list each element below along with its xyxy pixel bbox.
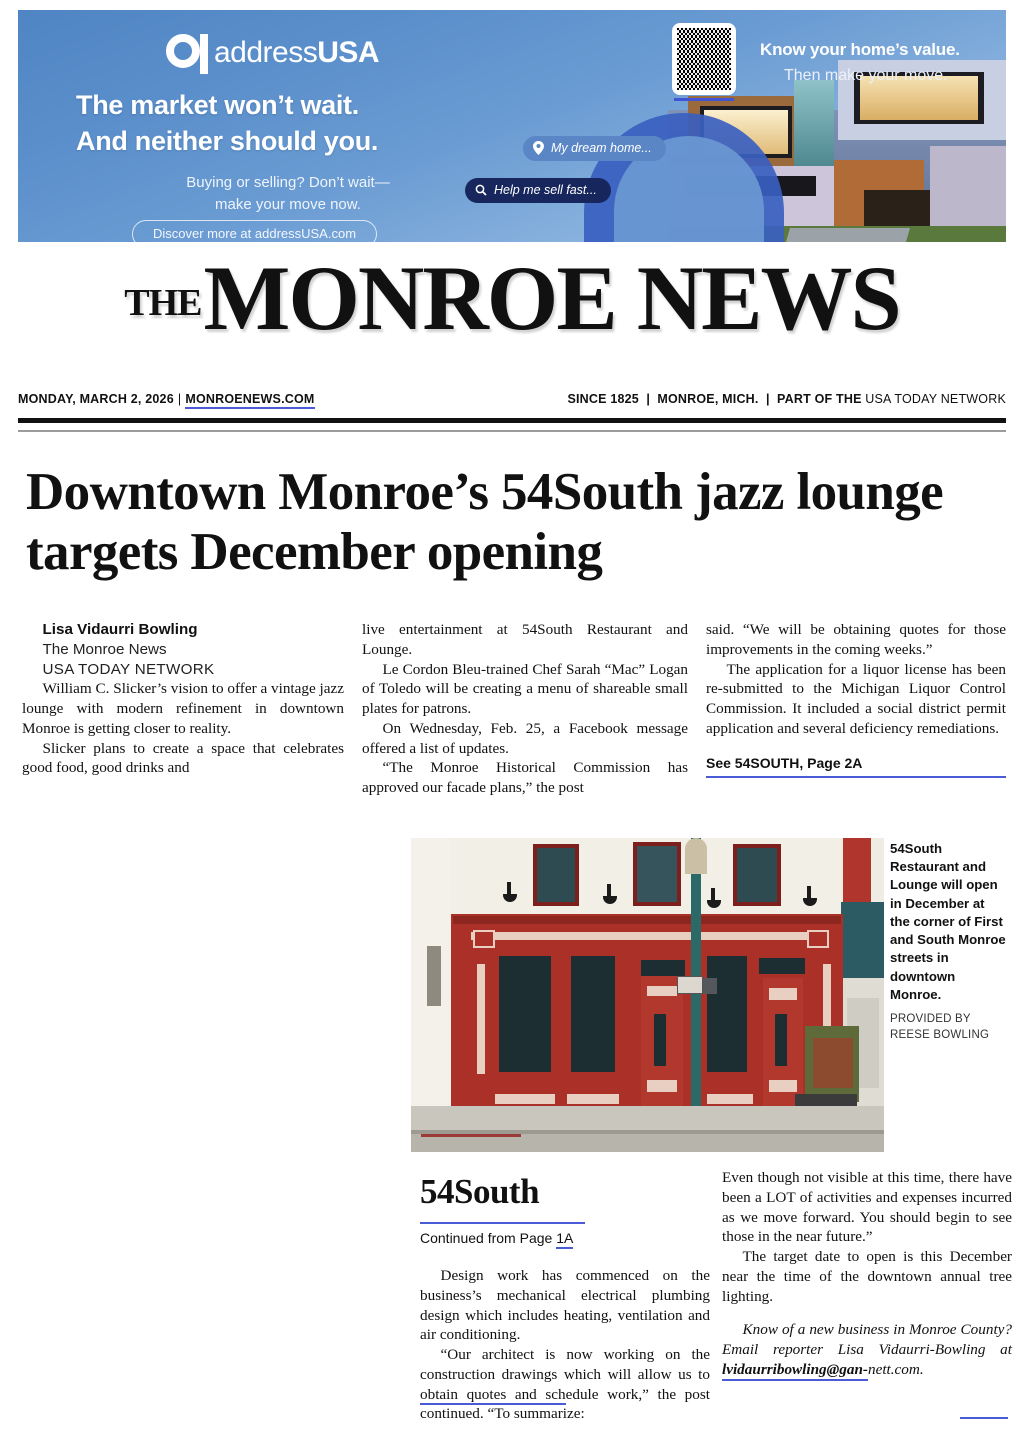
underline-accent-1 <box>420 1403 566 1405</box>
logo-text-bold: USA <box>317 36 380 69</box>
article-paragraph-continued: live entertainment at 54South Restaurant and Lounge. <box>362 621 688 658</box>
network-prefix: PART OF THE <box>777 392 866 406</box>
ad-subtext-line2: make your move now. <box>215 195 361 213</box>
photo-credit-line1: PROVIDED BY <box>890 1012 971 1025</box>
jump-continued-page[interactable]: 1A <box>556 1230 573 1249</box>
ad-right-headline: Know your home’s value. <box>760 40 960 59</box>
masthead-rule-heavy <box>18 418 1006 423</box>
qr-underline <box>674 98 734 101</box>
ad-headline-line2: And neither should you. <box>76 125 379 156</box>
dateline-left <box>18 392 315 406</box>
article-paragraph: On Wednesday, Feb. 25, a Facebook message offered a list of updates. <box>362 719 688 757</box>
photo-credit <box>890 1011 1006 1044</box>
ad-subtext <box>138 172 438 216</box>
article-headline: Downtown Monroe’s 54South jazz lounge targets December opening <box>26 463 944 582</box>
tagline-text <box>722 1320 1012 1379</box>
see-also-jumpline[interactable]: See 54SOUTH, Page 2A <box>706 755 1006 778</box>
byline-network: USA TODAY NETWORK <box>42 660 215 678</box>
jump-column-2 <box>722 1168 1012 1380</box>
reporter-tagline <box>722 1320 1012 1379</box>
jump-paragraph: The target date to open is this December near the time of the downtown annual tree lighting. <box>722 1248 1012 1305</box>
masthead <box>0 247 1024 349</box>
masthead-rule-light <box>18 430 1006 432</box>
jump-paragraph: “Our architect is now working on the construction drawings which will allow us to obtain quotes and schedule work,” the post continued. “To summarize: <box>420 1346 710 1423</box>
article-paragraph: “The Monroe Historical Commission has approved our facade plans,” the post <box>362 759 688 796</box>
addressusa-logo[interactable] <box>166 32 379 74</box>
dateline-separator-3: | <box>765 392 770 406</box>
article-paragraph: William C. Slicker’s vision to offer a vintage jazz lounge with modern refinement in downtown Monroe is getting closer to reality. <box>22 680 344 737</box>
jump-continued-from <box>420 1230 573 1246</box>
byline-organization: The Monroe News <box>42 640 167 658</box>
dateline-right <box>567 392 1006 406</box>
tagline-part1: Know of a new business in Monroe County? Email reporter Lisa Vidaurri-Bowling at <box>722 1321 1012 1358</box>
ad-cta-button[interactable] <box>132 220 377 242</box>
masthead-name: MONROE NEWS <box>203 247 900 349</box>
jump-continued-prefix: Continued from Page <box>420 1230 557 1246</box>
dateline-row <box>18 392 1006 406</box>
jump-paragraph: Design work has commenced on the business’s mechanical electrical plumbing design which includes heating, ventilation and air conditioning. <box>420 1267 710 1344</box>
ad-subtext-line1: Buying or selling? Don’t wait— <box>186 174 390 191</box>
masthead-the: THE <box>124 282 202 324</box>
jump-headline: 54South <box>420 1172 540 1211</box>
ad-cta-link[interactable]: addressUSA.com <box>255 226 356 242</box>
photo-caption: 54South Restaurant and Lounge will open in December at the corner of First and South Monroe streets in downtown Monroe. <box>890 841 1006 1002</box>
network-name: USA TODAY NETWORK <box>865 392 1006 406</box>
article-paragraph: Le Cordon Bleu-trained Chef Sarah “Mac” Logan of Toledo will be creating a menu of shareable small plates for patrons. <box>362 660 688 717</box>
website-link[interactable]: MONROENEWS.COM <box>185 392 314 409</box>
article-column-2 <box>362 620 688 798</box>
ad-right-subheadline: Then make your move. <box>784 67 948 84</box>
jump-column-1 <box>420 1266 710 1424</box>
storefront-photo <box>411 838 884 1152</box>
reporter-email-link[interactable]: lvidaurribowling@gan- <box>722 1361 868 1381</box>
photo-credit-line2: REESE BOWLING <box>890 1029 990 1042</box>
photo-caption-block <box>890 840 1006 1044</box>
ad-headline-line1: The market won’t wait. <box>76 90 359 120</box>
ad-pill-dream-home[interactable] <box>523 136 666 161</box>
tagline-part2: nett.com. <box>867 1360 924 1378</box>
addressusa-logo-icon <box>166 32 208 74</box>
location-pin-icon <box>533 141 544 155</box>
dateline-separator: | <box>177 392 182 406</box>
article-paragraph: Slicker plans to create a space that celebrates good food, good drinks and <box>22 739 344 777</box>
newspaper-title <box>0 247 1024 349</box>
underline-accent-2 <box>960 1417 1008 1419</box>
dateline-separator-2: | <box>646 392 651 406</box>
article-paragraph: The application for a liquor license has been re-submitted to the Michigan Liquor Control Commission. It included a social district permit application and several deficiency remediations. <box>706 660 1006 737</box>
jump-rule <box>420 1222 585 1224</box>
publication-date: MONDAY, MARCH 2, 2026 <box>18 392 174 406</box>
advertisement-banner[interactable] <box>18 10 1006 242</box>
since-year: SINCE 1825 <box>567 392 639 406</box>
city-state: MONROE, MICH. <box>657 392 759 406</box>
logo-text-light: address <box>214 36 318 69</box>
addressusa-logo-text <box>214 36 379 70</box>
article-paragraph-continued: said. “We will be obtaining quotes for those improvements in the coming weeks.” <box>706 621 1006 658</box>
ad-pill-dream-label: My dream home... <box>551 141 652 155</box>
article-column-3 <box>706 620 1006 778</box>
byline-author: Lisa Vidaurri Bowling <box>42 621 198 638</box>
qr-code-icon[interactable] <box>672 23 736 95</box>
ad-cta-prefix: Discover more at <box>153 226 255 241</box>
ad-pill-sell-fast[interactable] <box>465 178 611 203</box>
jump-paragraph-continued: Even though not visible at this time, there have been a LOT of activities and expenses incurred as we move forward. You should begin to see those in the near future.” <box>722 1169 1012 1246</box>
ad-headline <box>76 88 378 159</box>
search-icon <box>475 184 487 196</box>
ad-pill-sell-label: Help me sell fast... <box>494 183 597 197</box>
article-column-1 <box>22 620 344 778</box>
